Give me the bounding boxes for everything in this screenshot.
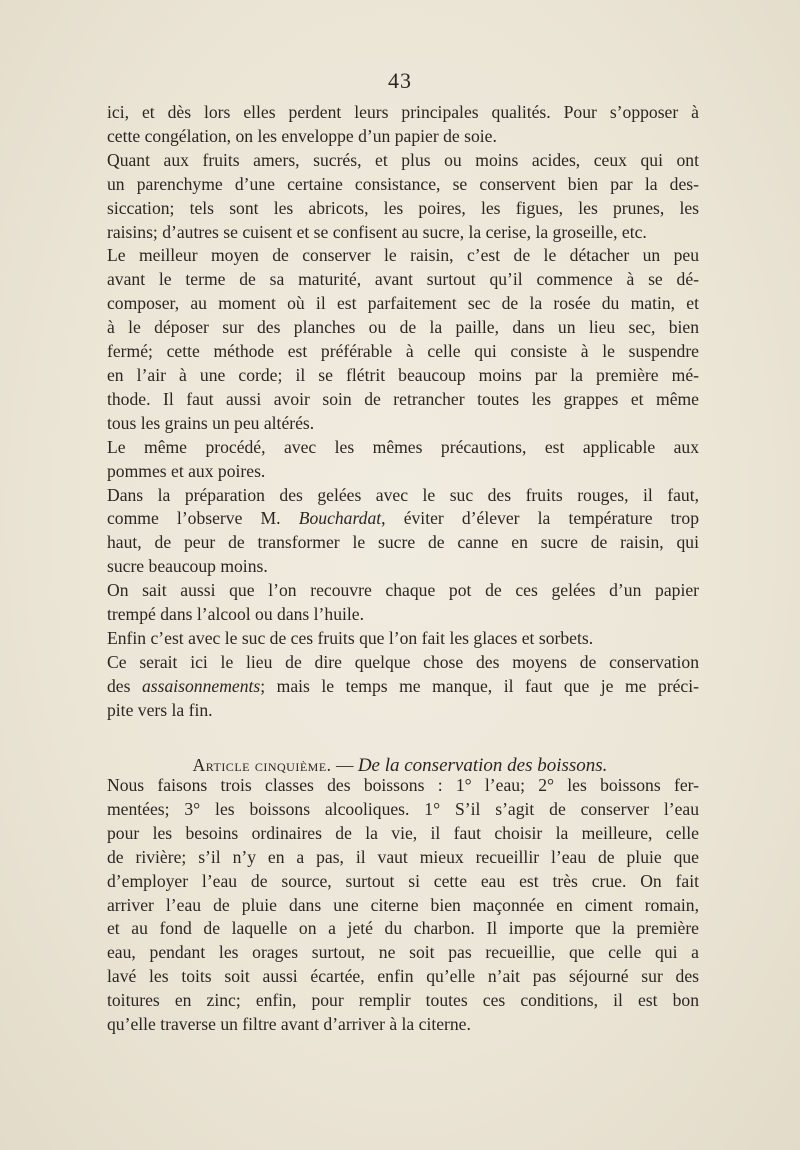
paragraph: [107, 101, 699, 149]
text-line: qu’elle traverse un filtre avant d’arriver à la citerne.: [107, 1014, 471, 1035]
text-line: et au fond de laquelle on a jeté du charbon. Il importe que la première: [107, 918, 699, 939]
text-line: pite vers la fin.: [107, 699, 213, 720]
text-line: thode. Il faut aussi avoir soin de retrancher toutes les grappes et même: [107, 388, 699, 409]
text-line: siccation; tels sont les abricots, les poires, les figues, les prunes, les: [107, 197, 699, 218]
text-line: eau, pendant les orages surtout, ne soit pas recueillie, que celle qui a: [107, 942, 699, 963]
text-line: un parenchyme d’une certaine consistance, se conservent bien par la des-: [107, 173, 699, 194]
text-line: cette congélation, on les enveloppe d’un papier de soie.: [107, 125, 497, 146]
section-heading-dash: —: [331, 755, 358, 775]
text-block-top: [107, 101, 699, 723]
text-line: toitures en zinc; enfin, pour remplir toutes ces conditions, il est bon: [107, 990, 699, 1011]
text-line: pommes et aux poires.: [107, 460, 266, 481]
text-line: Le même procédé, avec les mêmes précautions, est applicable aux: [107, 436, 699, 457]
text-line: On sait aussi que l’on recouvre chaque pot de ces gelées d’un papier: [107, 580, 699, 601]
paragraph: [107, 627, 699, 651]
text-line: ici, et dès lors elles perdent leurs principales qualités. Pour s’opposer à: [107, 102, 699, 122]
text-line: tous les grains un peu altérés.: [107, 412, 315, 433]
text-line: sucre beaucoup moins.: [107, 556, 268, 577]
text-line: Quant aux fruits amers, sucrés, et plus ou moins acides, ceux qui ont: [107, 149, 699, 170]
text-line: Dans la préparation des gelées avec le suc des fruits rouges, il faut,: [107, 484, 699, 505]
text-block-bottom: [107, 774, 699, 1037]
text-line: haut, de peur de transformer le sucre de canne en sucre de raisin, qui: [107, 532, 699, 553]
paragraph: [107, 149, 699, 245]
paragraph: [107, 244, 699, 435]
text-line: en l’air à une corde; il se flétrit beaucoup moins par la première mé-: [107, 364, 699, 385]
text-line: avant le terme de sa maturité, avant surtout qu’il commence à se dé-: [107, 269, 699, 290]
text-line: Nous faisons trois classes des boissons : 1° l’eau; 2° les boissons fer-: [107, 775, 699, 795]
text-line: pour les besoins ordinaires de la vie, il faut choisir la meilleure, celle: [107, 822, 699, 843]
text-line: à le déposer sur des planches ou de la paille, dans un lieu sec, bien: [107, 317, 699, 338]
paragraph: [107, 651, 699, 723]
text-line: lavé les toits soit aussi écartée, enfin qu’elle n’ait pas séjourné sur des: [107, 966, 699, 987]
text-line: trempé dans l’alcool ou dans l’huile.: [107, 604, 364, 625]
text-line: composer, au moment où il est parfaitement sec de la rosée du matin, et: [107, 293, 699, 314]
section-heading-title: De la conservation des boissons.: [357, 755, 608, 776]
text-line: comme l’observe M. Bouchardat, éviter d’élever la température trop: [107, 508, 699, 529]
paragraph: [107, 579, 699, 627]
section-heading-label: Article cinquième.: [192, 755, 332, 775]
text-line: Ce serait ici le lieu de dire quelque chose des moyens de conservation: [107, 651, 699, 672]
text-line: arriver l’eau de pluie dans une citerne bien maçonnée en ciment romain,: [107, 894, 699, 915]
paragraph: [107, 774, 699, 1037]
text-line: Enfin c’est avec le suc de ces fruits que l’on fait les glaces et sorbets.: [107, 627, 594, 648]
paragraph: [107, 436, 699, 484]
text-line: d’employer l’eau de source, surtout si cette eau est très crue. On fait: [107, 870, 699, 891]
text-line: mentées; 3° les boissons alcooliques. 1° S’il s’agit de conserver l’eau: [107, 798, 699, 819]
text-line: Le meilleur moyen de conserver le raisin, c’est de le détacher un peu: [107, 245, 699, 266]
paragraph: [107, 484, 699, 580]
text-line: de rivière; s’il n’y en a pas, il vaut mieux recueillir l’eau de pluie que: [107, 846, 699, 867]
text-line: fermé; cette méthode est préférable à celle qui consiste à le suspendre: [107, 341, 699, 362]
text-line: des assaisonnements; mais le temps me manque, il faut que je me préci-: [107, 675, 699, 696]
page-number: 43: [388, 68, 412, 93]
text-line: raisins; d’autres se cuisent et se confisent au sucre, la cerise, la groseille, etc.: [107, 221, 647, 242]
